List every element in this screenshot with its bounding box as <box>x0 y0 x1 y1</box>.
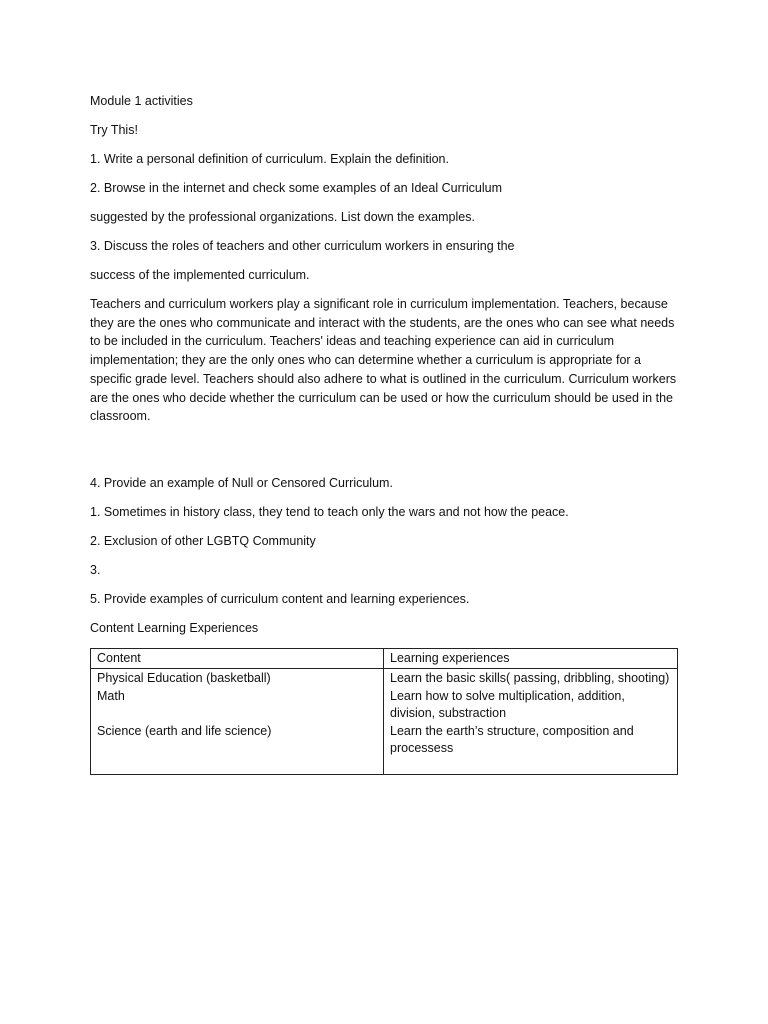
answer-4-item-2: 2. Exclusion of other LGBTQ Community <box>90 533 316 548</box>
document-page <box>90 92 680 775</box>
header-content: Content <box>91 648 384 669</box>
question-3-line-2: success of the implemented curriculum. <box>90 268 310 282</box>
question-2-line-2: suggested by the professional organizations. List down the examples. <box>90 210 475 224</box>
content-cell <box>91 669 384 775</box>
answer-4-item-1: 1. Sometimes in history class, they tend to teach only the wars and not how the peace. <box>90 504 569 519</box>
question-2-line-1: 2. Browse in the internet and check some examples of an Ideal Curriculum <box>90 181 503 195</box>
experience-item: Learn the earth’s structure, composition and processess <box>390 723 634 756</box>
header-learning-experiences: Learning experiences <box>384 648 678 669</box>
experience-item: Learn how to solve multiplication, addition, division, substraction <box>390 688 625 721</box>
table-header-row <box>91 648 678 669</box>
question-1: 1. Write a personal definition of curriculum. Explain the definition. <box>90 152 449 166</box>
content-item: Physical Education (basketball) <box>97 671 271 686</box>
answer-3-paragraph: Teachers and curriculum workers play a significant role in curriculum implementation. Teachers, because they are the ones who communicate and interact with the students, are the ones who can see what needs to be included in the curriculum. Teachers' ideas and teaching experience can aid in curriculum implementation; they are the only ones who can determine whether a curriculum is appropriate for a specific grade level. Teachers should also adhere to what is outlined in the curriculum. Curriculum workers are the ones who decide whether the curriculum can be used or how the curriculum should be used in the classroom. <box>90 297 677 424</box>
content-blank-line <box>97 705 377 723</box>
blank-spacer <box>90 436 680 474</box>
table-caption: Content Learning Experiences <box>90 620 259 635</box>
doc-title: Module 1 activities <box>90 94 193 108</box>
try-this-heading: Try This! <box>90 123 138 137</box>
experience-item: Learn the basic skills( passing, dribbling, shooting) <box>390 671 670 686</box>
table-row <box>91 669 678 775</box>
content-item: Science (earth and life science) <box>97 723 272 738</box>
answer-4-item-3: 3. <box>90 562 101 577</box>
content-item: Math <box>97 688 125 703</box>
question-4: 4. Provide an example of Null or Censored Curriculum. <box>90 475 393 490</box>
experiences-cell <box>384 669 678 775</box>
content-experiences-table <box>90 648 678 776</box>
question-5: 5. Provide examples of curriculum content and learning experiences. <box>90 591 470 606</box>
question-3-line-1: 3. Discuss the roles of teachers and other curriculum workers in ensuring the <box>90 239 515 253</box>
